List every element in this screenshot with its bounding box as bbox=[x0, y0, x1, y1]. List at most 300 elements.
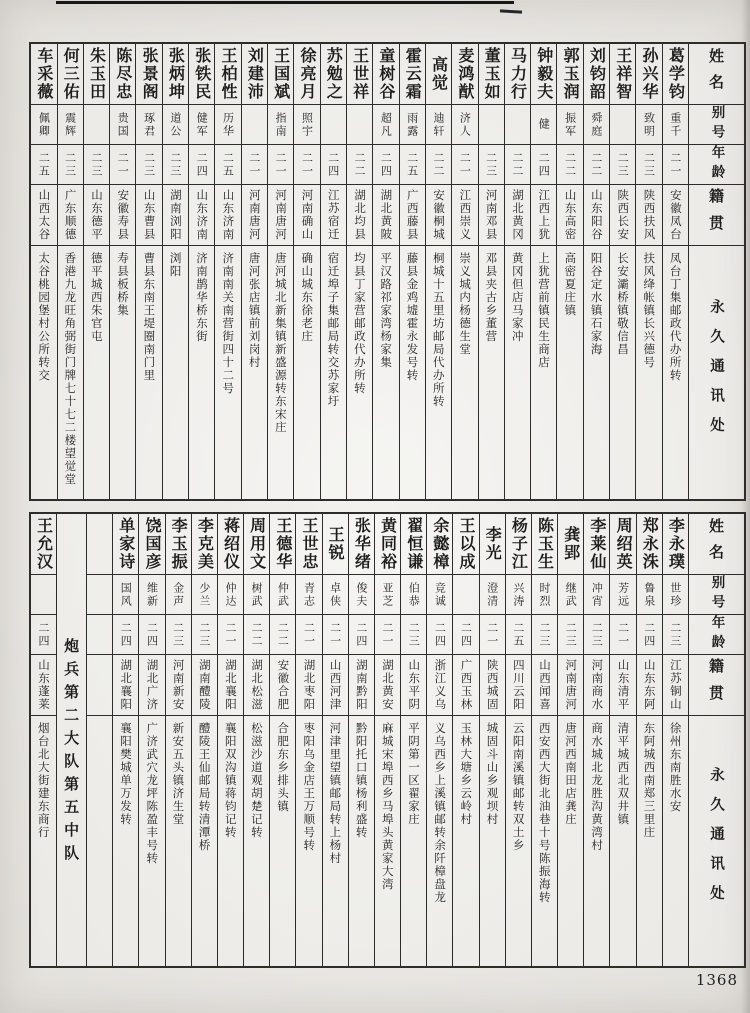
entry-address: 平阴第一区翟家庄 bbox=[406, 722, 421, 826]
directory-table-bottom bbox=[29, 512, 746, 968]
entry-name: 王世祥 bbox=[350, 47, 370, 101]
entry-native: 广西藤县 bbox=[405, 189, 420, 241]
entry-address: 高密夏庄镇 bbox=[563, 252, 578, 317]
entry-age-cell bbox=[400, 145, 425, 185]
entry-age: 二五 bbox=[511, 621, 525, 648]
entry-native: 江西崇义 bbox=[458, 189, 473, 241]
entry-age: 二四 bbox=[459, 621, 473, 648]
entry-alias-cell bbox=[558, 575, 583, 615]
entry-age: 二一 bbox=[328, 621, 342, 648]
entry-native: 河南唐河 bbox=[274, 189, 289, 241]
entry-age: 二四 bbox=[37, 621, 51, 648]
entry-name-cell bbox=[166, 514, 191, 575]
entry-column bbox=[269, 514, 295, 966]
entry-column bbox=[214, 44, 240, 499]
entry-column bbox=[479, 514, 505, 966]
entry-name: 霍云霜 bbox=[403, 47, 423, 101]
entry-name-cell bbox=[321, 44, 346, 105]
entry-address: 香港九龙旺角弼街门牌七十七二楼望觉堂 bbox=[63, 252, 78, 486]
entry-address: 桐城十五里坊邮局代办所转 bbox=[431, 252, 446, 408]
entry-age: 二三 bbox=[616, 151, 630, 178]
entry-name-cell bbox=[636, 44, 661, 105]
entry-address-cell bbox=[189, 246, 214, 499]
entry-column bbox=[348, 514, 374, 966]
entry-name: 李永璞 bbox=[666, 517, 686, 571]
entry-age-cell bbox=[426, 145, 451, 185]
entry-name: 李玉振 bbox=[169, 517, 189, 571]
entry-name: 周用文 bbox=[247, 517, 267, 571]
entry-native-cell bbox=[242, 185, 267, 246]
entry-native: 江苏宿迁 bbox=[326, 189, 341, 241]
entry-address-cell bbox=[139, 716, 164, 966]
entry-address: 宿迁埠子集邮局转交苏家圩 bbox=[326, 252, 341, 408]
entry-name: 王国斌 bbox=[271, 47, 291, 101]
entry-name: 刘建沛 bbox=[245, 47, 265, 101]
entry-address: 太谷桃园堡村公所转交 bbox=[37, 252, 52, 382]
entry-age-cell bbox=[636, 145, 661, 185]
entry-name-cell bbox=[373, 44, 398, 105]
entry-age: 二二 bbox=[353, 151, 367, 178]
entry-name-cell bbox=[479, 44, 504, 105]
entry-native-cell bbox=[479, 185, 504, 246]
entry-age-cell bbox=[375, 615, 400, 655]
entry-name-cell bbox=[31, 514, 56, 575]
entry-address-cell bbox=[663, 246, 688, 499]
header-age-cell bbox=[689, 615, 744, 655]
entry-alias-cell bbox=[166, 575, 191, 615]
entry-name: 李莱仙 bbox=[587, 517, 607, 571]
entry-name-cell bbox=[268, 44, 293, 105]
entry-name: 杨子江 bbox=[509, 517, 529, 571]
entry-column bbox=[426, 514, 452, 966]
entry-native: 河南新安 bbox=[171, 659, 186, 711]
header-alias-label: 别号 bbox=[708, 575, 725, 614]
entry-age-cell bbox=[558, 615, 583, 655]
entry-address-cell bbox=[427, 716, 452, 966]
entry-native: 山东阳谷 bbox=[589, 189, 604, 241]
entry-native-cell bbox=[31, 655, 56, 716]
header-address-label: 永久通讯处 bbox=[708, 767, 725, 915]
page-number: 1368 bbox=[695, 971, 738, 989]
entry-name-cell bbox=[426, 44, 451, 105]
entry-address-cell bbox=[637, 716, 662, 966]
empty-column bbox=[86, 514, 112, 966]
header-age-label: 年龄 bbox=[708, 615, 725, 654]
entry-name-cell bbox=[610, 44, 635, 105]
entry-alias-cell bbox=[58, 105, 83, 145]
entry-age-cell bbox=[189, 145, 214, 185]
entry-native-cell bbox=[349, 655, 374, 716]
entry-address: 广济武穴龙坪陈盈丰号转 bbox=[145, 722, 160, 865]
entry-column bbox=[109, 44, 135, 499]
entry-age-cell bbox=[323, 615, 348, 655]
entry-age-cell bbox=[113, 615, 138, 655]
entry-column bbox=[505, 514, 531, 966]
entry-native-cell bbox=[557, 185, 582, 246]
unit-label: 炮兵第二大队第五中队 bbox=[62, 638, 81, 868]
entry-age-cell bbox=[84, 145, 109, 185]
entry-address-cell bbox=[31, 716, 56, 966]
entry-alias-cell bbox=[296, 575, 321, 615]
entry-address-cell bbox=[584, 716, 609, 966]
entry-address: 松滋沙道观胡楚记转 bbox=[249, 722, 264, 839]
entry-alias: 俊夫 bbox=[354, 581, 368, 608]
entry-native-cell bbox=[663, 185, 688, 246]
entry-address: 平汉路祁家湾杨家集 bbox=[379, 252, 394, 369]
entry-alias-cell bbox=[427, 575, 452, 615]
entry-column bbox=[557, 514, 583, 966]
entry-address: 西安西大街北油巷十号陈振海转 bbox=[537, 722, 552, 904]
entry-alias: 超凡 bbox=[379, 111, 393, 138]
entry-name-cell bbox=[218, 514, 243, 575]
entry-name: 董玉如 bbox=[482, 47, 502, 101]
entry-alias-cell bbox=[637, 575, 662, 615]
entry-native-cell bbox=[163, 185, 188, 246]
entry-native: 山西闻喜 bbox=[538, 659, 553, 711]
entry-native-cell bbox=[505, 185, 530, 246]
entry-alias-cell bbox=[610, 575, 635, 615]
entry-name-cell bbox=[110, 44, 135, 105]
entry-name: 王祥智 bbox=[613, 47, 633, 101]
entry-name-cell bbox=[349, 514, 374, 575]
entry-native: 山东平阴 bbox=[407, 659, 422, 711]
entry-column bbox=[346, 44, 372, 499]
entry-name-cell bbox=[242, 44, 267, 105]
empty-alias-cell bbox=[87, 575, 112, 615]
entry-native-cell bbox=[268, 185, 293, 246]
entry-address-cell bbox=[347, 246, 372, 499]
entry-name-cell bbox=[531, 44, 556, 105]
entry-name: 王世忠 bbox=[300, 517, 319, 571]
entry-native: 浙江义乌 bbox=[433, 659, 448, 711]
entry-alias-cell bbox=[139, 575, 164, 615]
entry-address-cell bbox=[166, 716, 191, 966]
entry-alias: 竞诚 bbox=[433, 581, 447, 608]
entry-alias: 照宇 bbox=[300, 111, 314, 138]
entry-name-cell bbox=[584, 514, 609, 575]
entry-address-cell bbox=[294, 246, 319, 499]
entry-age-cell bbox=[557, 145, 582, 185]
entry-address: 均县丁家营邮政代办所转 bbox=[352, 252, 367, 395]
entry-name: 苏勉之 bbox=[324, 47, 344, 101]
entry-address-cell bbox=[506, 716, 531, 966]
entry-name-cell bbox=[452, 44, 477, 105]
header-alias-label: 别号 bbox=[708, 105, 725, 144]
entry-address-cell bbox=[636, 246, 661, 499]
entry-alias-cell bbox=[189, 105, 214, 145]
entry-address-cell bbox=[479, 246, 504, 499]
entry-column bbox=[400, 514, 426, 966]
entry-native: 湖南醴陵 bbox=[197, 659, 212, 711]
entry-alias-cell bbox=[375, 575, 400, 615]
entry-column bbox=[609, 44, 635, 499]
entry-address-cell bbox=[531, 246, 556, 499]
entry-address: 云阳南溪镇邮转双土乡 bbox=[511, 722, 526, 852]
entry-native: 湖北黄冈 bbox=[510, 189, 525, 241]
entry-alias: 澄清 bbox=[485, 581, 499, 608]
header-native-cell bbox=[689, 185, 744, 246]
entry-name: 陈玉生 bbox=[535, 517, 555, 571]
entry-age-cell bbox=[163, 145, 188, 185]
entry-address: 崇义城内杨德生堂 bbox=[458, 252, 473, 356]
entry-name: 葛学钧 bbox=[666, 47, 686, 101]
entry-alias: 芳远 bbox=[616, 581, 630, 608]
entry-native: 山西河津 bbox=[328, 659, 343, 711]
entry-name-cell bbox=[400, 44, 425, 105]
entry-age: 二三 bbox=[63, 151, 77, 178]
entry-name: 张华绪 bbox=[352, 517, 372, 571]
entry-age-cell bbox=[166, 615, 191, 655]
entry-address: 徐州东南胜水安 bbox=[668, 722, 683, 813]
entry-native-cell bbox=[323, 655, 348, 716]
entry-native-cell bbox=[637, 655, 662, 716]
entry-alias-cell bbox=[347, 105, 372, 145]
entry-native: 安徽合肥 bbox=[276, 659, 291, 711]
header-name-label: 姓名 bbox=[707, 48, 725, 100]
entry-native-cell bbox=[270, 655, 295, 716]
entry-native-cell bbox=[558, 655, 583, 716]
entry-address-cell bbox=[163, 246, 188, 499]
entry-address: 襄阳双沟镇蒋钧记转 bbox=[223, 722, 238, 839]
entry-alias-cell bbox=[401, 575, 426, 615]
entry-alias: 亚芝 bbox=[381, 581, 395, 608]
entry-age: 二二 bbox=[432, 151, 446, 178]
entry-age-cell bbox=[427, 615, 452, 655]
entry-native-cell bbox=[373, 185, 398, 246]
entry-alias-cell bbox=[218, 575, 243, 615]
entry-native: 湖北黄安 bbox=[381, 659, 396, 711]
entry-age: 二一 bbox=[300, 151, 314, 178]
entry-native-cell bbox=[113, 655, 138, 716]
entry-address: 长安灞桥镇敬信昌 bbox=[615, 252, 630, 356]
header-alias-cell bbox=[689, 575, 744, 615]
entry-alias: 鲁泉 bbox=[642, 581, 656, 608]
entry-alias: 雨露 bbox=[405, 111, 419, 138]
entry-column bbox=[531, 514, 557, 966]
entry-age-cell bbox=[31, 615, 56, 655]
entry-age: 二四 bbox=[195, 151, 209, 178]
entry-age-cell bbox=[218, 615, 243, 655]
entry-alias: 仲达 bbox=[223, 581, 237, 608]
header-name-label: 姓名 bbox=[707, 518, 725, 570]
entry-alias: 琢君 bbox=[142, 111, 156, 138]
entry-address-cell bbox=[401, 716, 426, 966]
entry-name-cell bbox=[401, 514, 426, 575]
entry-column bbox=[478, 44, 504, 499]
entry-alias-cell bbox=[452, 105, 477, 145]
entry-name: 单家诗 bbox=[116, 517, 136, 571]
entry-native-cell bbox=[192, 655, 217, 716]
entry-alias-cell bbox=[636, 105, 661, 145]
entry-native-cell bbox=[452, 185, 477, 246]
entry-native-cell bbox=[453, 655, 478, 716]
header-address-label: 永久通讯处 bbox=[708, 298, 725, 447]
entry-address-cell bbox=[268, 246, 293, 499]
entry-alias-cell bbox=[505, 105, 530, 145]
entry-name-cell bbox=[532, 514, 557, 575]
entry-name-cell bbox=[505, 44, 530, 105]
entry-name: 钟毅夫 bbox=[534, 47, 554, 101]
entry-native-cell bbox=[189, 185, 214, 246]
entry-age: 二三 bbox=[538, 621, 552, 648]
entry-name: 刘钧韶 bbox=[587, 47, 607, 101]
entry-age: 二二 bbox=[589, 151, 603, 178]
entry-address: 烟台北大街建东商行 bbox=[36, 722, 51, 839]
empty-address-cell bbox=[87, 716, 112, 966]
entry-address: 济南南关南营街四十二号 bbox=[221, 252, 236, 395]
entry-native: 河南唐河 bbox=[564, 659, 579, 711]
entry-address: 唐河西南田店龚庄 bbox=[563, 722, 578, 826]
entry-age: 二一 bbox=[247, 151, 261, 178]
entry-native-cell bbox=[31, 185, 56, 246]
entry-age: 二四 bbox=[145, 621, 159, 648]
entry-alias-cell bbox=[480, 575, 505, 615]
entry-name: 麦鸿猷 bbox=[455, 47, 475, 101]
header-native-label: 籍贯 bbox=[707, 188, 725, 242]
entry-native: 山东德平 bbox=[89, 189, 104, 241]
entry-native: 河南确山 bbox=[300, 189, 315, 241]
entry-name-cell bbox=[296, 514, 321, 575]
entry-address-cell bbox=[480, 716, 505, 966]
entry-address: 济南鹊华桥东街 bbox=[194, 252, 209, 343]
entry-native: 湖北松滋 bbox=[250, 659, 265, 711]
entry-native: 湖北枣阳 bbox=[302, 659, 317, 711]
entry-native: 湖北襄阳 bbox=[223, 659, 238, 711]
header-address-cell bbox=[689, 246, 744, 499]
entry-name-cell bbox=[113, 514, 138, 575]
entry-age: 二三 bbox=[89, 151, 103, 178]
entry-address-cell bbox=[31, 246, 56, 499]
empty-name-cell bbox=[87, 514, 112, 575]
entry-address: 东阿城西南郑三里庄 bbox=[642, 722, 657, 839]
entry-age: 二四 bbox=[379, 151, 393, 178]
entry-address-cell bbox=[110, 246, 135, 499]
entry-alias-cell bbox=[557, 105, 582, 145]
entry-alias-cell bbox=[84, 105, 109, 145]
entry-name: 龚郢 bbox=[561, 526, 581, 562]
entry-name-cell bbox=[584, 44, 609, 105]
entry-alias-cell bbox=[663, 105, 688, 145]
entry-name: 朱玉田 bbox=[87, 47, 107, 101]
entry-age-cell bbox=[663, 145, 688, 185]
entry-column bbox=[504, 44, 530, 499]
entry-address: 枣阳乌金店王万顺号转 bbox=[302, 722, 317, 852]
entry-address-cell bbox=[610, 716, 635, 966]
entry-native: 山东济南 bbox=[221, 189, 236, 241]
entry-age-cell bbox=[58, 145, 83, 185]
entry-alias: 时烈 bbox=[538, 581, 552, 608]
entry-age: 二四 bbox=[537, 151, 551, 178]
entry-alias: 迪轩 bbox=[432, 111, 446, 138]
entry-alias: 健军 bbox=[195, 111, 209, 138]
entry-native: 陕西长安 bbox=[616, 189, 631, 241]
entry-address-cell bbox=[113, 716, 138, 966]
header-age-cell bbox=[689, 145, 744, 185]
entry-native: 河南商水 bbox=[590, 659, 605, 711]
entry-column bbox=[267, 44, 293, 499]
entry-column bbox=[83, 44, 109, 499]
entry-alias: 贵国 bbox=[116, 111, 130, 138]
entry-address-cell bbox=[557, 246, 582, 499]
entry-native: 安徽桐城 bbox=[432, 189, 447, 241]
entry-address-cell bbox=[192, 716, 217, 966]
entry-age: 二五 bbox=[405, 151, 419, 178]
entry-alias: 少兰 bbox=[197, 581, 211, 608]
entry-age-cell bbox=[294, 145, 319, 185]
entry-address: 阳谷定水镇石家海 bbox=[589, 252, 604, 356]
entry-column bbox=[135, 44, 161, 499]
entry-age: 二二 bbox=[276, 621, 290, 648]
entry-column bbox=[322, 514, 348, 966]
entry-name-cell bbox=[347, 44, 372, 105]
entry-native-cell bbox=[400, 185, 425, 246]
entry-native-cell bbox=[584, 185, 609, 246]
entry-native: 山东济南 bbox=[195, 189, 210, 241]
entry-address-cell bbox=[426, 246, 451, 499]
entry-native-cell bbox=[296, 655, 321, 716]
entry-address-cell bbox=[453, 716, 478, 966]
entry-column bbox=[662, 44, 688, 499]
entry-age: 二四 bbox=[433, 621, 447, 648]
entry-name-cell bbox=[375, 514, 400, 575]
entry-age-cell bbox=[637, 615, 662, 655]
entry-column bbox=[372, 44, 398, 499]
entry-name: 王以成 bbox=[457, 517, 477, 571]
entry-column bbox=[530, 44, 556, 499]
entry-name-cell bbox=[557, 44, 582, 105]
entry-address: 黔阳托口镇杨利盛转 bbox=[354, 722, 369, 839]
entry-native-cell bbox=[663, 655, 688, 716]
entry-name-cell bbox=[453, 514, 478, 575]
entry-column bbox=[609, 514, 635, 966]
entry-name-cell bbox=[189, 44, 214, 105]
entry-column bbox=[374, 514, 400, 966]
entry-alias-cell bbox=[31, 575, 56, 615]
entry-alias: 继武 bbox=[564, 581, 578, 608]
entry-native: 湖北均县 bbox=[353, 189, 368, 241]
entry-alias-cell bbox=[663, 575, 688, 615]
entry-alias: 佩卿 bbox=[37, 111, 51, 138]
entry-native-cell bbox=[375, 655, 400, 716]
entry-address: 德平城西朱官屯 bbox=[89, 252, 104, 343]
entry-alias-cell bbox=[610, 105, 635, 145]
entry-name: 张铁民 bbox=[192, 47, 212, 101]
entry-column bbox=[57, 44, 83, 499]
entry-column bbox=[31, 44, 56, 499]
entry-native: 安徽寿县 bbox=[116, 189, 131, 241]
entry-age: 二一 bbox=[616, 621, 630, 648]
entry-address: 城固斗山乡观坝村 bbox=[485, 722, 500, 826]
entry-native: 山东高密 bbox=[563, 189, 578, 241]
entry-age-cell bbox=[373, 145, 398, 185]
entry-address: 合肥东乡排头镇 bbox=[276, 722, 291, 813]
entry-age-cell bbox=[321, 145, 346, 185]
entry-alias-cell bbox=[242, 105, 267, 145]
entry-name: 孙兴华 bbox=[640, 47, 660, 101]
entry-name: 饶国彦 bbox=[142, 517, 162, 571]
entry-alias-cell bbox=[163, 105, 188, 145]
entry-name-cell bbox=[427, 514, 452, 575]
entry-age-cell bbox=[531, 145, 556, 185]
unit-label-column bbox=[56, 514, 86, 966]
entry-native-cell bbox=[584, 655, 609, 716]
entry-name-cell bbox=[215, 44, 240, 105]
entry-address: 清平城西北双井镇 bbox=[616, 722, 631, 826]
entry-name: 黄同裕 bbox=[378, 517, 398, 571]
entry-column bbox=[295, 514, 321, 966]
header-name-cell bbox=[689, 44, 744, 105]
entry-name-cell bbox=[506, 514, 531, 575]
